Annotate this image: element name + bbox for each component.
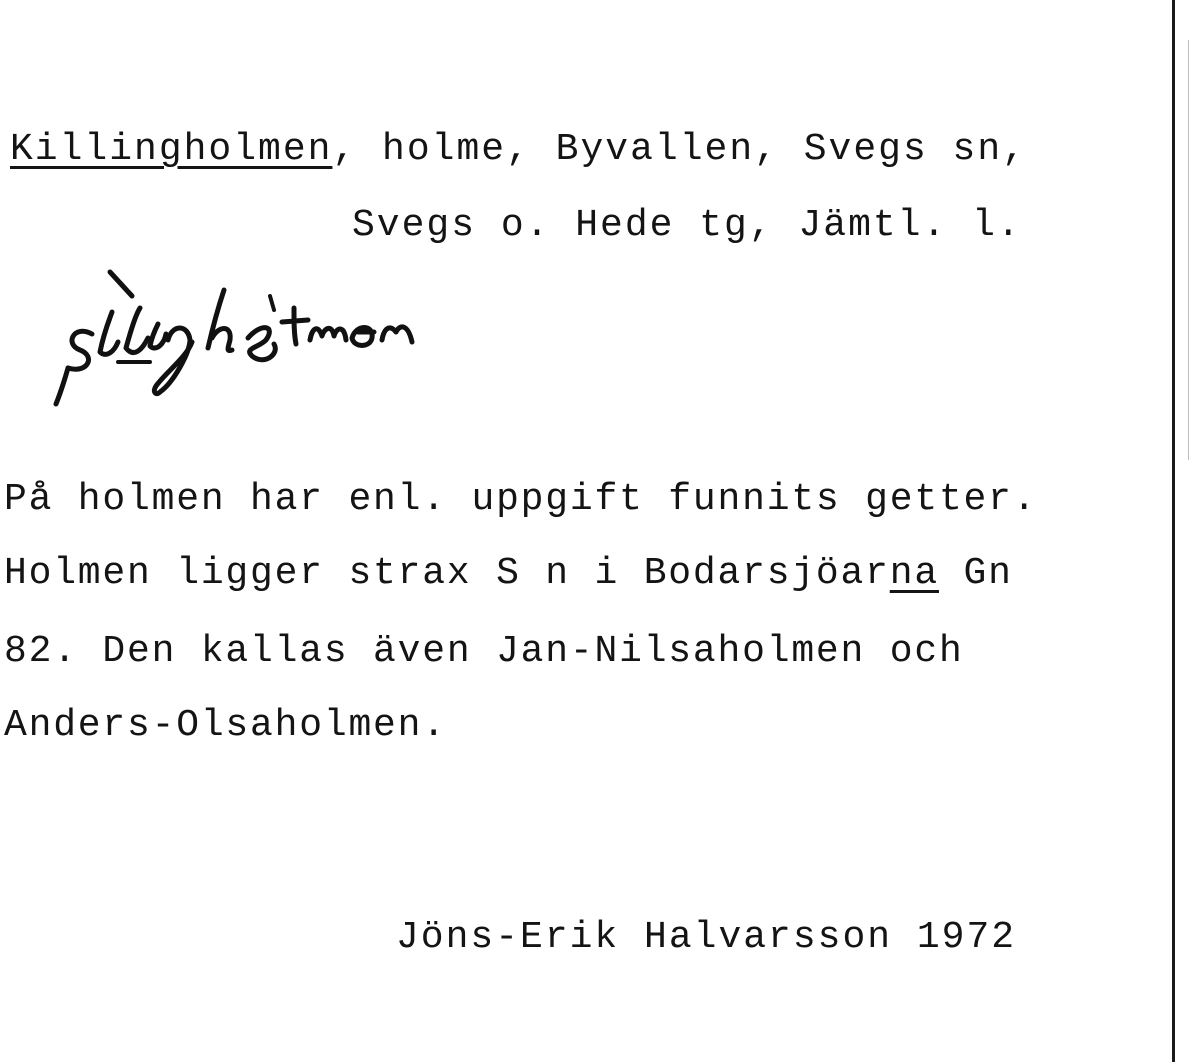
signature-line: Jöns-Erik Halvarsson 1972 (396, 916, 1017, 959)
note-line-2 (4, 552, 1013, 596)
entry-line-1 (10, 128, 1027, 172)
entry-location-part-1: , holme, Byvallen, Svegs sn, (332, 128, 1027, 171)
note-line-3: 82. Den kallas även Jan-Nilsaholmen och (4, 630, 964, 673)
note-line-4: Anders-Olsaholmen. (4, 704, 447, 747)
entry-line-2: Svegs o. Hede tg, Jämtl. l. (352, 204, 1022, 247)
card-edge-line (1172, 0, 1175, 1062)
note-line-2-part-a: Holmen ligger strax S n i Bodarsjöar (4, 552, 890, 595)
card-edge-line-faint (1188, 40, 1189, 460)
handwritten-pronunciation (40, 262, 580, 422)
note-line-2-part-b: Gn (938, 552, 1013, 595)
note-underlined-letters: na (889, 552, 939, 595)
headword: Killingholmen (10, 128, 333, 171)
note-line-1: På holmen har enl. uppgift funnits getter. (4, 478, 1038, 521)
